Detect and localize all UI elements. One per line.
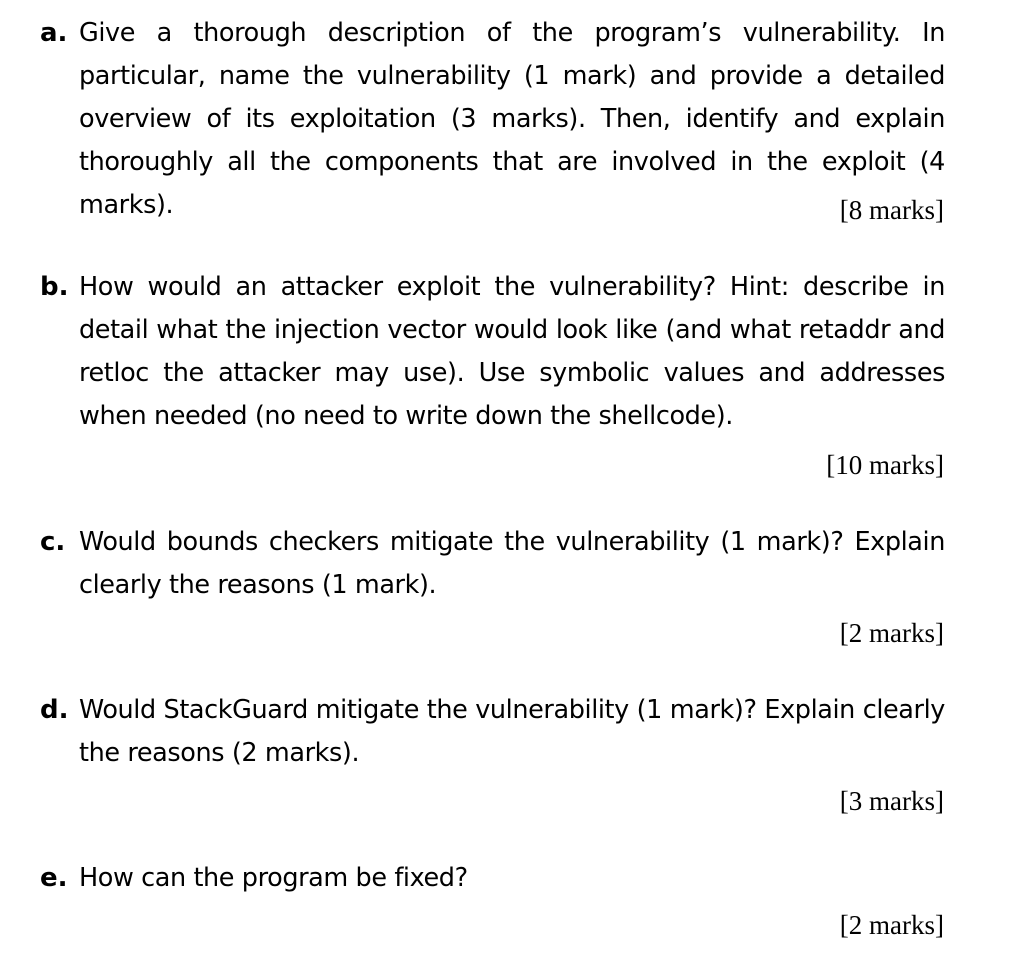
question-letter: d. <box>40 695 69 725</box>
question-text: How can the program be fixed? <box>79 863 468 893</box>
question-letter: e. <box>40 863 68 893</box>
question-letter: b. <box>40 272 69 302</box>
question-text: Give a thorough description of the program’s vulnerability. In particular, name the vulnerability (1 mark) and provide a detailed overview of its exploitation (3 marks). Then, identify and explain thoroughly all the components that are involved in the exploit (4 marks). <box>79 18 945 220</box>
marks-label-d: [3 marks] <box>839 786 944 816</box>
marks-label-a: [8 marks] <box>839 195 944 225</box>
question-letter: c. <box>40 527 66 557</box>
marks-label-c: [2 marks] <box>839 618 944 648</box>
marks-label-b: [10 marks] <box>826 450 944 480</box>
marks-label-e: [2 marks] <box>839 910 944 940</box>
question-text: Would StackGuard mitigate the vulnerability (1 mark)? Explain clearly the reasons (2 marks). <box>79 695 945 768</box>
question-letter: a. <box>40 18 68 48</box>
question-text: How would an attacker exploit the vulnerability? Hint: describe in detail what the injection vector would look like (and what retaddr and retloc the attacker may use). Use symbolic values and addresses when needed (no need to write down the shellcode). <box>79 272 945 431</box>
question-text: Would bounds checkers mitigate the vulnerability (1 mark)? Explain clearly the reasons (1 mark). <box>79 527 945 600</box>
